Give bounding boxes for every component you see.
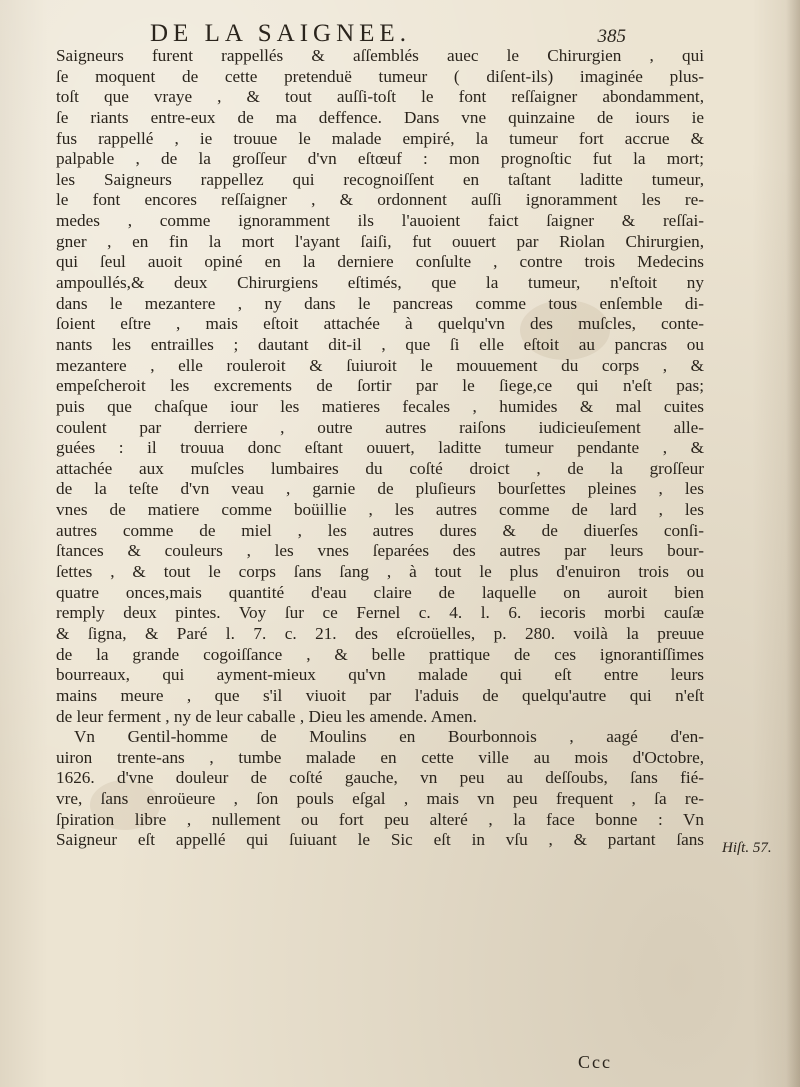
text-line: de leur ferment , ny de leur caballe , Dieu les amende. Amen. bbox=[56, 706, 477, 726]
text-line: palpable , de la groſſeur d'vn eſtœuf : mon prognoſtic fut la mort; bbox=[56, 149, 704, 169]
text-line: les Saigneurs rappellez qui recognoiſſent en taſtant laditte tumeur, bbox=[56, 169, 704, 189]
text-line: vnes de matiere comme boüillie , les autres comme de lard , les bbox=[56, 500, 704, 520]
text-line: mezantere , elle rouleroit & ſuiuroit le mouuement du corps , & bbox=[56, 355, 704, 375]
text-line: 1626. d'vne douleur de coſté gauche, vn peu au deſſoubs, ſans fié- bbox=[56, 768, 704, 788]
text-line: gner , en fin la mort l'ayant ſaiſi, fut ouuert par Riolan Chirurgien, bbox=[56, 231, 704, 251]
text-line: le font encores reſſaigner , & ordonnent auſſi ignoramment les re- bbox=[56, 190, 704, 210]
text-line: & ſigna, & Paré l. 7. c. 21. des eſcroüelles, p. 280. voilà la preuue bbox=[56, 623, 704, 643]
text-line: mains meure , que s'il viuoit par l'aduis de quelqu'autre qui n'eſt bbox=[56, 685, 704, 705]
text-line: remply deux pintes. Voy ſur ce Fernel c. 4. l. 6. iecoris morbi cauſæ bbox=[56, 603, 704, 623]
text-line: ſettes , & tout le corps ſans ſang , à tout le plus d'enuiron trois ou bbox=[56, 562, 704, 582]
page-edge-shadow bbox=[786, 0, 800, 1087]
text-line: ampoullés,& deux Chirurgiens eſtimés, que la tumeur, n'eſtoit ny bbox=[56, 273, 704, 293]
text-line: empeſcheroit les excrements de ſortir par le ſiege,ce qui n'eſt pas; bbox=[56, 376, 704, 396]
text-line: nants les entrailles ; dautant dit-il , que ſi elle eſtoit au pancras ou bbox=[56, 334, 704, 354]
text-line: Saigneur eſt appellé qui ſuiuant le Sic eſt in vſu , & partant ſans bbox=[56, 830, 704, 850]
text-line: ſtances & couleurs , les vnes ſeparées des autres par leurs bour- bbox=[56, 541, 704, 561]
body-text bbox=[56, 46, 704, 851]
text-line: fus rappellé , ie trouue le malade empiré, la tumeur fort accrue & bbox=[56, 128, 704, 148]
text-line: guées : il trouua donc eſtant ouuert, laditte tumeur pendante , & bbox=[56, 438, 704, 458]
page-number: 385 bbox=[597, 26, 626, 47]
running-title: DE LA SAIGNEE. bbox=[150, 20, 411, 47]
text-line: toſt que vraye , & tout auſſi-toſt le font reſſaigner abondamment, bbox=[56, 87, 704, 107]
text-line: coulent par derriere , outre autres raiſons iudicieuſement alle- bbox=[56, 417, 704, 437]
text-line: puis que chaſque iour les matieres fecales , humides & mal cuites bbox=[56, 396, 704, 416]
text-line: vre, ſans enroüeure , ſon pouls eſgal , mais vn peu frequent , ſa re- bbox=[56, 789, 704, 809]
text-line: quatre onces,mais quantité d'eau claire de laquelle on auroit bien bbox=[56, 582, 704, 602]
text-line: Vn Gentil-homme de Moulins en Bourbonnois , aagé d'en- bbox=[74, 727, 704, 747]
text-line: autres comme de miel , les autres dures & de diuerſes conſi- bbox=[56, 520, 704, 540]
text-line: ſe riants entre-eux de ma deffence. Dans vne quinzaine de iours ie bbox=[56, 107, 704, 127]
text-line: ſoient eſtre , mais eſtoit attachée à quelqu'vn des muſcles, conte- bbox=[56, 314, 704, 334]
margin-note: Hiſt. 57. bbox=[722, 840, 772, 856]
text-line: dans le mezantere , ny dans le pancreas comme tous enſemble di- bbox=[56, 293, 704, 313]
text-line: ſpiration libre , nullement ou fort peu alteré , la face bonne : Vn bbox=[56, 809, 704, 829]
signature-mark: Ccc bbox=[578, 1052, 612, 1072]
text-line: ſe moquent de cette pretenduë tumeur ( diſent-ils) imaginée plus- bbox=[56, 66, 704, 86]
text-line: Saigneurs furent rappellés & aſſemblés auec le Chirurgien , qui bbox=[56, 46, 704, 65]
text-line: uiron trente-ans , tumbe malade en cette ville au mois d'Octobre, bbox=[56, 747, 704, 767]
text-line: de la grande cogoiſſance , & belle prattique de ces ignorantiſſimes bbox=[56, 644, 704, 664]
text-line: bourreaux, qui ayment-mieux qu'vn malade qui eſt entre leurs bbox=[56, 665, 704, 685]
text-line: attachée aux muſcles lumbaires du coſté droict , de la groſſeur bbox=[56, 458, 704, 478]
text-line: de la teſte d'vn veau , garnie de pluſieurs bourſettes pleines , les bbox=[56, 479, 704, 499]
text-line: medes , comme ignoramment ils l'auoient faict ſaigner & reſſai- bbox=[56, 211, 704, 231]
text-line: qui ſeul auoit opiné en la derniere conſulte , contre trois Medecins bbox=[56, 252, 704, 272]
